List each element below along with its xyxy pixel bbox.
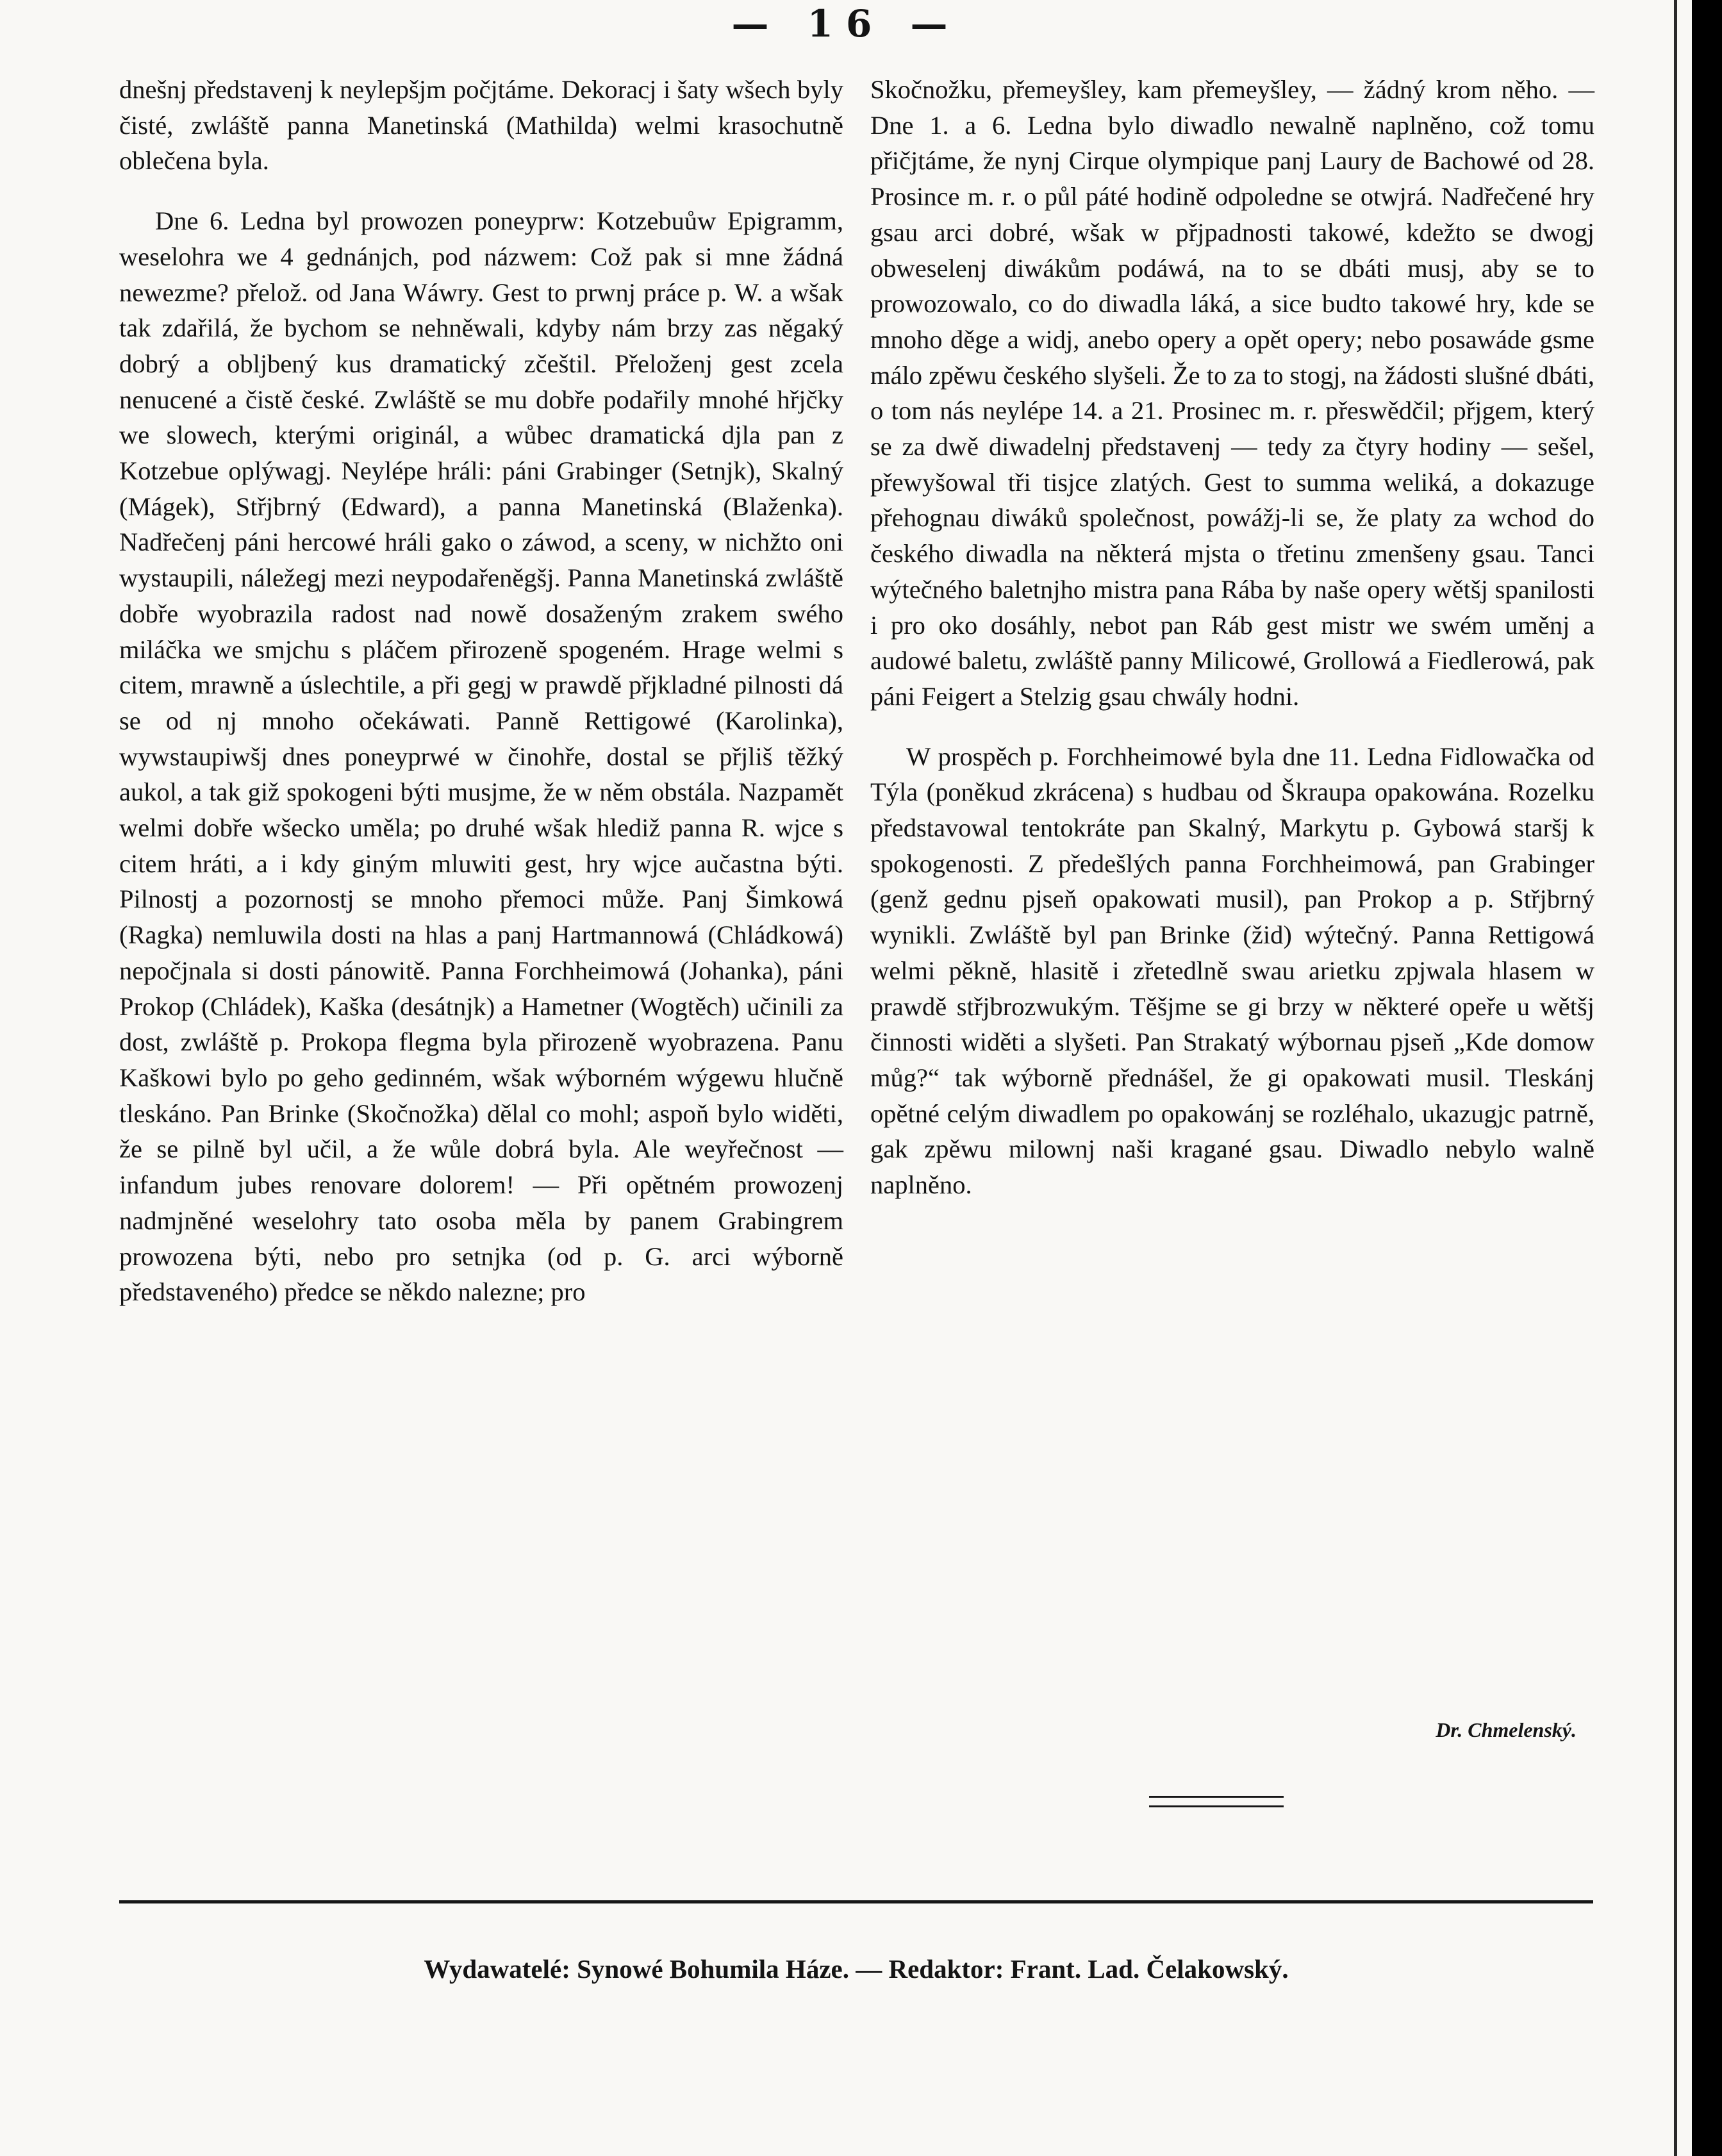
left-paragraph-review: Dne 6. Ledna byl prowozen poneyprw: Kotzebuůw Epigramm, weselohra we 4 gednánjch, pod názwem: Což pak si mne žádná newezme? přelož. od Jana Wáwry. Gest to prwnj práce p. W. a wšak tak zdařilá, že bychom se nehněwali, kdyby nám brzy zas něgaký dobrý a obljbený kus dramatický zčeštil. Přeloženj gest zcela nenucené a čistě české. Zwláště se mu dobře podařily mnohé hřjčky we slowech, kterými originál, a wůbec dramatická djla pan z Kotzebue oplýwagj. Neylépe hráli: páni Grabinger (Setnjk), Skalný (Mágek), Střjbrný (Edward), a panna Manetinská (Blaženka). Nadřečenj páni hercowé hráli gako o záwod, a sceny, w nichžto oni wystaupili, náležegj mezi neypodařeněgšj. Panna Manetinská zwláště dobře wyobrazila radost nad nowě dosaženým zrakem swého miláčka we smjchu s pláčem přirozeně spogeném. Hrage welmi s citem, mrawně a úslechtile, a při gegj w prawdě přjkladné pilnosti dá se od nj mnoho očekáwati. Panně Rettigowé (Karolinka), wywstaupiwšj dnes poneyprwé w činohře, dostal se přjliš těžký aukol, a tak giž spokogeni býti musjme, že w něm obstála. Nazpamět welmi dobře wšecko uměla; po druhé wšak hlediž panna R. wjce s citem hráti, a i kdy giným mluwiti gest, hry wjce aučastna býti. Pilnostj a pozornostj se mnoho přemoci může. Panj Šimkowá (Ragka) nemluwila dosti na hlas a panj Hartmannowá (Chládkowá) nepočjnala si dosti pánowitě. Panna Forchheimowá (Johanka), páni Prokop (Chládek), Kaška (desátnjk) a Hametner (Wogtěch) učinili za dost, zwláště p. Prokopa flegma byla přirozeně wyobrazena. Panu Kaškowi bylo po geho gedinném, wšak wýborném wýgewu hlučně tleskáno. Pan Brinke (Skočnožka) dělal co mohl; aspoň bylo widěti, že se pilně byl učil, a že wůle dobrá byla. Ale weyřečnost — infandum jubes renovare dolorem! — Při opětném prowozenj nadmjněné weselohry tato osoba měla by panem Grabingrem prowozena býti, nebo pro setnjka (od p. G. arci wýborně představeného) předce se někdo nalezne; pro xyxy=(119,206,843,1307)
footer-rule xyxy=(119,1900,1593,1903)
publisher-imprint: Wydawatelé: Synowé Bohumila Háze. — Redaktor: Frant. Lad. Čelakowský. xyxy=(424,1954,1289,1984)
page-edge-shadow xyxy=(1692,0,1722,2156)
author-signature: Dr. Chmelenský. xyxy=(1436,1718,1577,1741)
page-edge-line xyxy=(1674,0,1677,2156)
right-paragraph-continuation: Skočnožku, přemeyšley, kam přemeyšley, — žádný krom něho. — Dne 1. a 6. Ledna bylo diwadlo newalně naplněno, což tomu přičjtáme, že nynj Cirque olympique panj Laury de Bachowé od 28. Prosince m. r. o půl páté hodině odpoledne se otwjrá. Nadřečené hry gsau arci dobré, wšak w přjpadnosti takowé, kdežto se dwogj obweselenj diwákům podáwá, na to se dbáti musj, aby se to prowozowalo, co do diwadla láká, a sice budto takowé hry, kde se mnoho děge a widj, anebo opery a opět opery; nebo posawáde gsme málo zpěwu českého slyšeli. Že to za to stogj, na žádosti slušné dbáti, o tom nás neylépe 14. a 21. Prosinec m. r. přeswědčil; přjgem, který se za dwě diwadelnj představenj — tedy za čtyry hodiny — sešel, přewyšowal tři tisjce zlatých. Gest to summa weliká, a dokazuge přehognau diwáků společnost, powážj-li se, že platy za wchod do českého diwadla na některá mjsta o třetinu zmenšeny gsau. Tanci wýtečného baletnjho mistra pana Rába by naše opery wětšj spanilosti i pro oko dosáhly, nebot pan Ráb gest mistr we swém uměnj a audowé baletu, zwláště panny Milicowé, Grollowá a Fiedlerowá, pak páni Feigert a Stelzig gsau chwály hodni. xyxy=(870,75,1594,711)
right-paragraph-benefit: W prospěch p. Forchheimowé byla dne 11. Ledna Fidlowačka od Týla (poněkud zkrácena) s hudbau od Škraupa opakowána. Rozelku představowal tentokráte pan Skalný, Markytu p. Gybowá staršj k spokogenosti. Z předešlých panna Forchheimowá, pan Grabinger (genž gednu pjseň opakowati musil), pan Prokop a p. Střjbrný wynikli. Zwláště byl pan Brinke (žid) wýtečný. Panna Rettigowá welmi pěkně, hlasitě i zřetedlně swau arietku zpjwala hlasem w prawdě střjbrozwukým. Těšjme se gi brzy w některé opeře u wětšj činnosti widěti a slyšeti. Pan Strakatý wýbornau pjseň „Kde domow můg?“ tak wýborně přednášel, že gi opakowati musil. Tleskánj opětné celým diwadlem po opakowánj se rozléhalo, ukazugjc patrně, gak zpěwu milownj naši kragané gsau. Diwadlo nebylo walně naplněno. xyxy=(870,742,1594,1200)
section-end-double-rule xyxy=(1149,1796,1284,1807)
left-column xyxy=(119,72,843,1310)
page-number: — 16 — xyxy=(731,2,961,46)
right-column xyxy=(870,72,1594,1203)
left-paragraph-continuation: dnešnj představenj k neylepšjm počjtáme. Dekoracj i šaty wšech byly čisté, zwláště panna Manetinská (Mathilda) welmi krasochutně oblečena byla. xyxy=(119,75,843,176)
